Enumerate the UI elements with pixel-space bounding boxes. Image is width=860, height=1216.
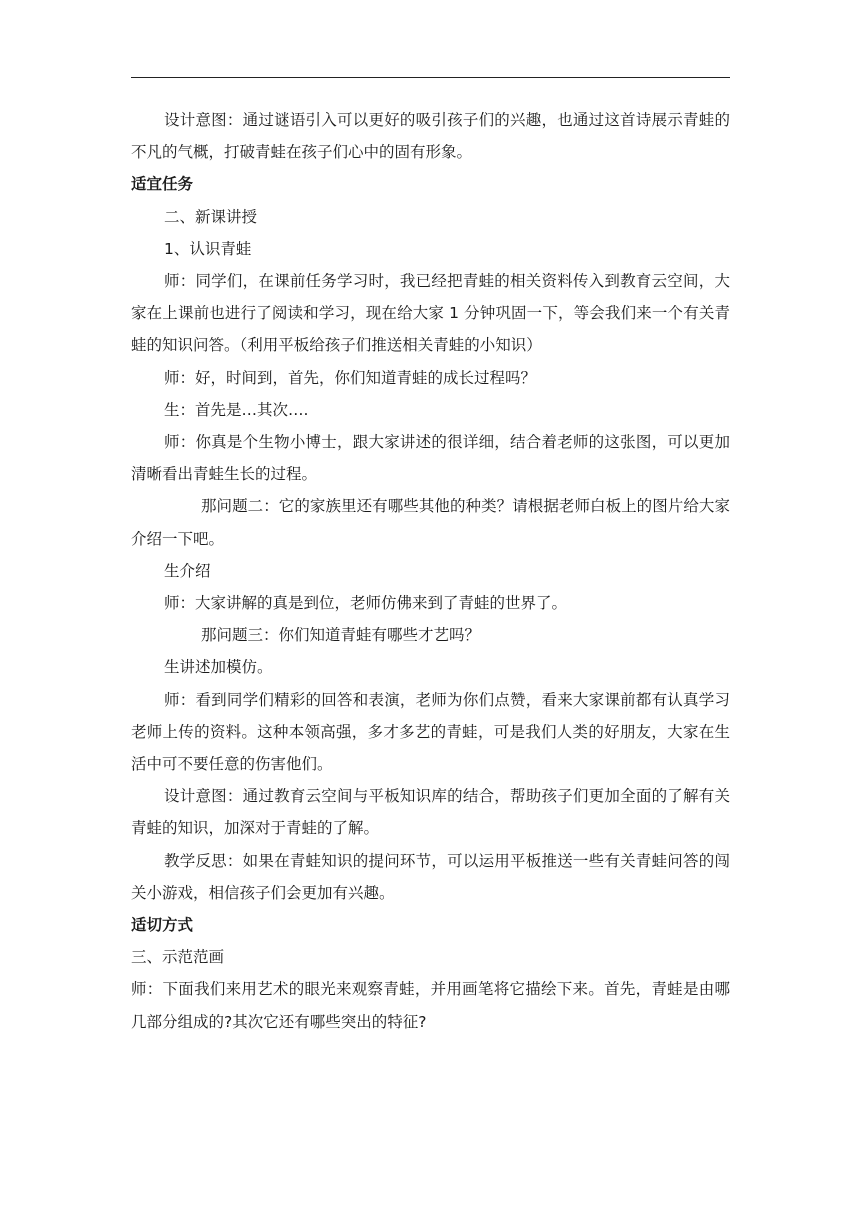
design-intent-paragraph: 设计意图：通过谜语引入可以更好的吸引孩子们的兴趣，也通过这首诗展示青蛙的不凡的气概，打破青蛙在孩子们心中的固有形象。 bbox=[131, 111, 730, 162]
teaching-reflection-paragraph: 教学反思：如果在青蛙知识的提问环节，可以运用平板推送一些有关青蛙问答的闯关小游戏，相信孩子们会更加有兴趣。 bbox=[131, 851, 730, 902]
paragraph: 师：你真是个生物小博士，跟大家讲述的很详细，结合着老师的这张图，可以更加清晰看出青蛙生长的过程。 bbox=[131, 433, 730, 484]
paragraph: 师：下面我们来用艺术的眼光来观察青蛙，并用画笔将它描绘下来。首先，青蛙是由哪几部分组成的?其次它还有哪些突出的特征? bbox=[131, 980, 730, 1031]
header-rule bbox=[131, 77, 730, 78]
paragraph: 师：看到同学们精彩的回答和表演，老师为你们点赞，看来大家课前都有认真学习老师上传的资料。这种本领高强，多才多艺的青蛙，可是我们人类的好朋友，大家在生活中可不要任意的伤害他们。 bbox=[131, 690, 730, 774]
section-heading-suitable-task: 适宜任务 bbox=[131, 175, 194, 194]
paragraph: 那问题三：你们知道青蛙有哪些才艺吗？ bbox=[201, 626, 481, 645]
paragraph: 生介绍 bbox=[164, 561, 211, 580]
subsection-know-frog: 1、认识青蛙 bbox=[164, 239, 252, 258]
document-body bbox=[131, 104, 730, 1038]
design-intent-paragraph: 设计意图：通过教育云空间与平板知识库的结合，帮助孩子们更加全面的了解有关青蛙的知识，加深对于青蛙的了解。 bbox=[131, 787, 730, 838]
paragraph: 生讲述加模仿。 bbox=[164, 658, 273, 677]
paragraph: 师：同学们，在课前任务学习时，我已经把青蛙的相关资料传入到教育云空间，大家在上课前也进行了阅读和学习，现在给大家 1 分钟巩固一下，等会我们来一个有关青蛙的知识问答。（利用平板给孩子们推送相关青蛙的小知识） bbox=[131, 272, 730, 355]
subsection-demo-drawing: 三、示范范画 bbox=[131, 948, 225, 967]
subsection-new-lesson: 二、新课讲授 bbox=[164, 207, 258, 226]
section-heading-suitable-method: 适切方式 bbox=[131, 916, 194, 935]
paragraph: 师：大家讲解的真是到位，老师仿佛来到了青蛙的世界了。 bbox=[164, 594, 568, 613]
paragraph: 那问题二：它的家族里还有哪些其他的种类？请根据老师白板上的图片给大家介绍一下吧。 bbox=[131, 497, 730, 548]
paragraph: 生：首先是…其次…. bbox=[164, 400, 309, 419]
paragraph: 师：好，时间到，首先，你们知道青蛙的成长过程吗？ bbox=[164, 368, 537, 387]
